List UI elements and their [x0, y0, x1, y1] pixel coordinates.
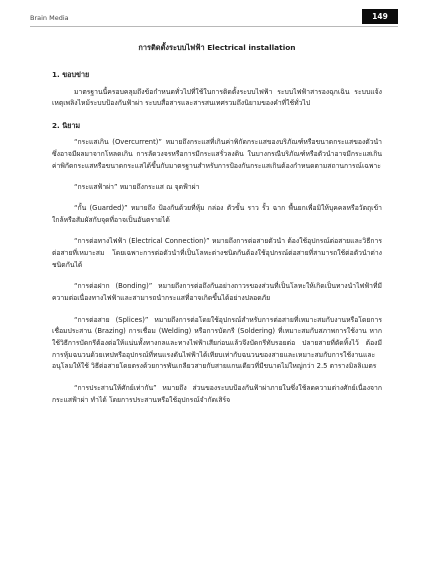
section-heading-scope: 1. ขอบข่าย	[52, 70, 90, 80]
document-body	[52, 42, 382, 417]
paragraph-guarded: “กั้น (Guarded)” หมายถึง ป้องกันด้วยที่หุ้ม กล่อง ตัวขั้น ราว รั้ว ฉาก พื้นยกเพื่อมิให้บุคคลหรือวัตถุเข้าใกล้หรือสัมผัสกับจุดที่อาจเป็นอันตรายได้	[52, 203, 382, 224]
paragraph-equipotential-bonding: “การประสานให้ศักย์เท่ากัน” หมายถึง ส่วนของระบบป้องกันฟ้าผ่าภายในซึ่งใช้ลดความต่างศักย์เนื่องจากกระแสฟ้าผ่า ทำได้ โดยการประสานหรือใช้อุปกรณ์จำกัดเสิร์จ	[52, 384, 382, 404]
page-number-badge: 149	[362, 9, 398, 24]
paragraph-splices: “การต่อสาย (Splices)” หมายถึงการต่อโดยใช้อุปกรณ์สำหรับการต่อสายที่เหมาะสมกับงานหรือโดยการเชื่อมประสาน (Brazing) การเชื่อม (Welding) หรือการบัดกรี (Soldering) ที่เหมาะสมกับสภาพการใช้งาน หากใช้วิธีการบัดกรีต้องต่อให้แน่นทั้งทางกลและทางไฟฟ้าเสียก่อนแล้วจึงบัดกรีทับรอยต่อ ปลายสายที่ตัดทิ้งไว้ ต้องมีการหุ้มฉนวนด้วยเทปหรืออุปกรณ์ที่ทนแรงดันไฟฟ้าได้เทียบเท่ากับฉนวนของสายและเหมาะสมกับการใช้งานและอนุโลมให้ใช้ วิธีต่อสายโดยตรงด้วยการพันเกลียวสายกับสายแกนเดียวที่มีขนาดไม่ใหญ่กว่า 2.5 ตารางมิลลิเมตร	[52, 315, 382, 371]
paragraph-electrical-connection: “การต่อทางไฟฟ้า (Electrical Connection)” หมายถึงการต่อสายตัวนำ ต้องใช้อุปกรณ์ต่อสายและวิธีการ ต่อสายที่เหมาะสม โดยเฉพาะการต่อตัวนำที่เป็นโลหะต่างชนิดกันต้องใช้อุปกรณ์ต่อสายที่สามารถใช้ต่อตัวนำต่างชนิดกันได้	[52, 237, 382, 269]
document-title: การติดตั้งระบบไฟฟ้า Electrical installation	[138, 43, 296, 52]
paragraph-bonding: “การต่อฝาก (Bonding)” หมายถึงการต่อถึงกันอย่างถาวรของส่วนที่เป็นโลหะให้เกิดเป็นทางนำไฟฟ้าที่มีความต่อเนื่องทางไฟฟ้าและสามารถนำกระแสที่อาจเกิดขึ้นได้อย่างปลอดภัย	[52, 282, 382, 303]
paragraph-lightning-current: “กระแสฟ้าผ่า” หมายถึงกระแส ณ จุดฟ้าผ่า	[74, 183, 200, 192]
header-divider	[30, 26, 398, 27]
paragraph-overcurrent: “กระแสเกิน (Overcurrent)” หมายถึงกระแสที่เกินค่าพิกัดกระแสของบริภัณฑ์หรือขนาดกระแสของตัวนำซึ่งอาจมีผลมาจากโหลดเกิน การลัดวงจรหรือการมีกระแสรั่วลงดิน ในบางกรณีบริภัณฑ์หรือตัวนำอาจมีกระแสเกินค่าพิกัดกระแสหรือขนาดกระแสได้ขึ้นกับมาตรฐานสำหรับการป้องกันกระแสเกินต้องกำหนดตามสถานการณ์เฉพาะ	[52, 138, 382, 170]
section-heading-definitions: 2. นิยาม	[52, 121, 81, 130]
publisher-name: Brain Media	[30, 14, 69, 22]
paragraph-scope: มาตรฐานนี้ครอบคลุมถึงข้อกำหนดทั่วไปที่ใช้ในการติดตั้งระบบไฟฟ้า ระบบไฟฟ้าสารองฉุกเฉิน ระบบแจ้งเหตุเพลิงไหม้ระบบป้องกันฟ้าผ่า ระบบสื่อสารและสารสนเทศรวมถึงนิยามของคำที่ใช้ทั่วไป	[52, 87, 382, 108]
